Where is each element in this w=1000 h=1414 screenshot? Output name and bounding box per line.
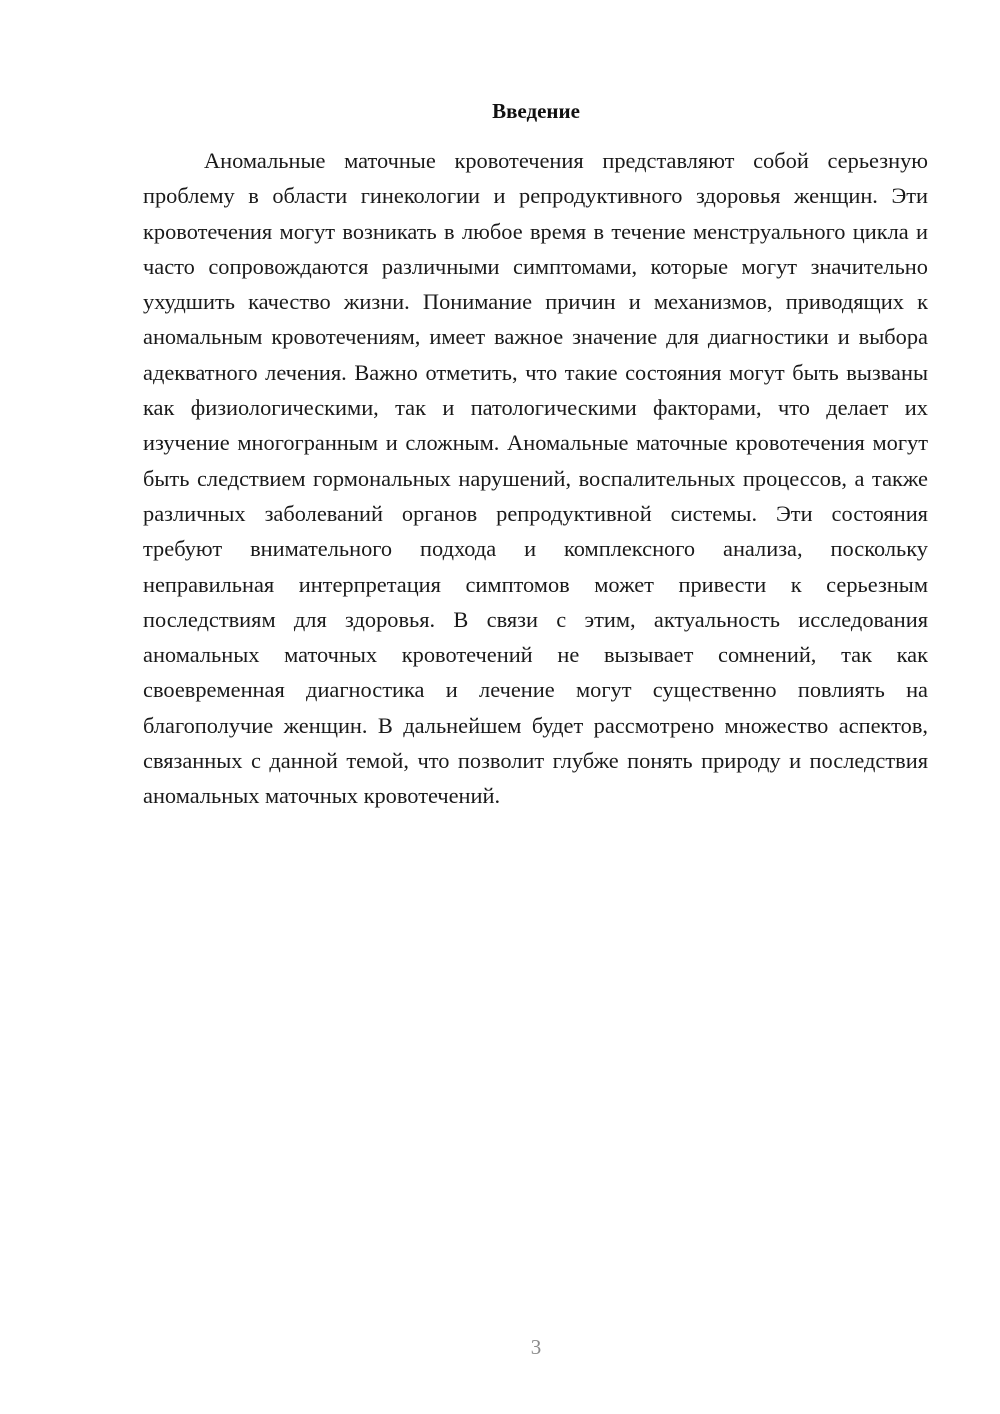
page-number: 3 [530, 1335, 542, 1359]
section-heading: Введение [492, 99, 580, 123]
body-paragraph: Аномальные маточные кровотечения представляют собой серьезную проблему в области гинекологии и репродуктивного здоровья женщин. Эти кровотечения могут возникать в любое время в течение менструального цикла и часто сопровождаются различными симптомами, которые могут значительно ухудшить качество жизни. Понимание причин и механизмов, приводящих к аномальным кровотечениям, имеет важное значение для диагностики и выбора адекватного лечения. Важно отметить, что такие состояния могут быть вызваны как физиологическими, так и патологическими факторами, что делает их изучение многогранным и сложным. Аномальные маточные кровотечения могут быть следствием гормональных нарушений, воспалительных процессов, а также различных заболеваний органов репродуктивной системы. Эти состояния требуют внимательного подхода и комплексного анализа, поскольку неправильная интерпретация симптомов может привести к серьезным последствиям для здоровья. В связи с этим, актуальность исследования аномальных маточных кровотечений не вызывает сомнений, так как своевременная диагностика и лечение могут существенно повлиять на благополучие женщин. В дальнейшем будет рассмотрено множество аспектов, связанных с данной темой, что позволит глубже понять природу и последствия аномальных маточных кровотечений. [143, 148, 928, 809]
